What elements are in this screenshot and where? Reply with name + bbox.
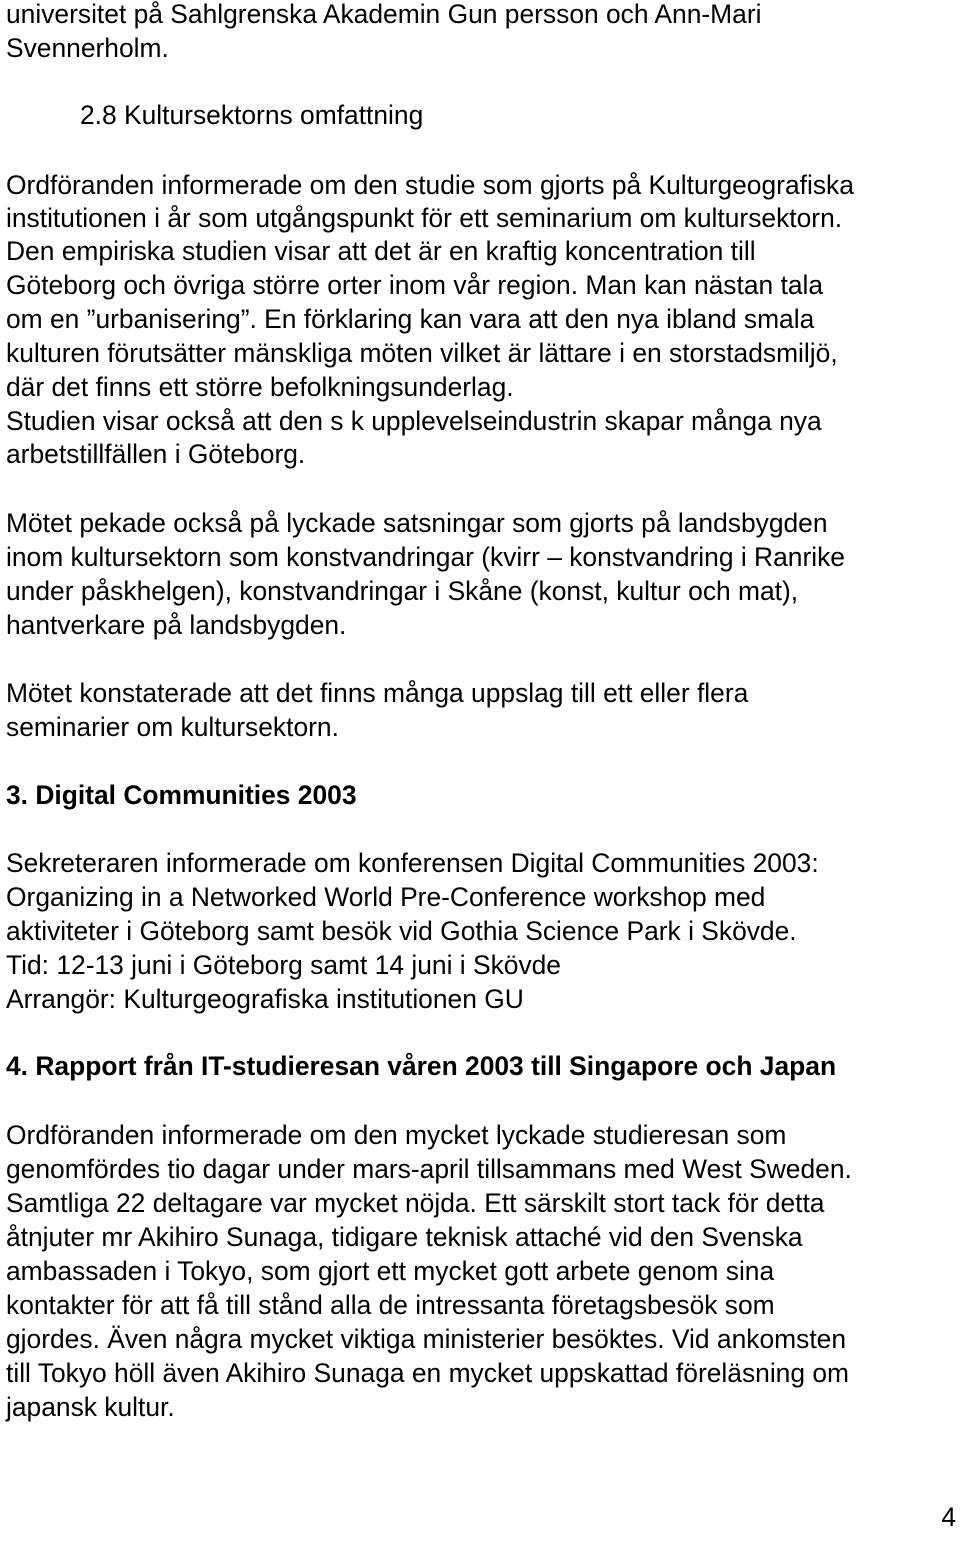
text-line: Mötet konstaterade att det finns många uppslag till ett eller flera xyxy=(6,678,749,708)
text-line: kulturen förutsätter mänskliga möten vilket är lättare i en storstadsmiljö, xyxy=(6,338,838,368)
text-line: åtnjuter mr Akihiro Sunaga, tidigare teknisk attaché vid den Svenska xyxy=(6,1222,803,1252)
text-line: Svennerholm. xyxy=(6,33,169,63)
text-line: Sekreteraren informerade om konferensen Digital Communities 2003: xyxy=(6,848,819,878)
text-line: till Tokyo höll även Akihiro Sunaga en mycket uppskattad föreläsning om xyxy=(6,1358,850,1388)
text-line: japansk kultur. xyxy=(6,1392,175,1422)
text-line: Studien visar också att den s k upplevelseindustrin skapar många nya xyxy=(6,406,822,436)
section-heading-3: 3. Digital Communities 2003 xyxy=(6,780,357,810)
section-heading-4: 4. Rapport från IT-studieresan våren 2003 till Singapore och Japan xyxy=(6,1051,837,1081)
document-page xyxy=(6,0,954,1543)
text-line: Göteborg och övriga större orter inom vår region. Man kan nästan tala xyxy=(6,270,824,300)
text-line: arbetstillfällen i Göteborg. xyxy=(6,439,306,469)
text-line: Arrangör: Kulturgeografiska institutionen GU xyxy=(6,984,524,1014)
text-line: seminarier om kultursektorn. xyxy=(6,712,339,742)
text-line: under påskhelgen), konstvandringar i Skåne (konst, kultur och mat), xyxy=(6,576,799,606)
text-line: Samtliga 22 deltagare var mycket nöjda. Ett särskilt stort tack för detta xyxy=(6,1188,825,1218)
text-line: Mötet pekade också på lyckade satsningar som gjorts på landsbygden xyxy=(6,508,828,538)
page-number: 4 xyxy=(941,1502,956,1532)
text-line: universitet på Sahlgrenska Akademin Gun persson och Ann-Mari xyxy=(6,0,762,29)
text-line: där det finns ett större befolkningsunderlag. xyxy=(6,372,514,402)
text-line: genomfördes tio dagar under mars-april tillsammans med West Sweden. xyxy=(6,1154,852,1184)
text-line: Ordföranden informerade om den studie som gjorts på Kulturgeografiska xyxy=(6,170,854,200)
text-line: institutionen i år som utgångspunkt för ett seminarium om kultursektorn. xyxy=(6,203,843,233)
text-line: Organizing in a Networked World Pre-Conference workshop med xyxy=(6,882,766,912)
text-line: Tid: 12-13 juni i Göteborg samt 14 juni i Skövde xyxy=(6,950,561,980)
text-line: hantverkare på landsbygden. xyxy=(6,610,347,640)
text-line: Den empiriska studien visar att det är en kraftig koncentration till xyxy=(6,236,756,266)
text-line: inom kultursektorn som konstvandringar (kvirr – konstvandring i Ranrike xyxy=(6,542,845,572)
text-line: gjordes. Även några mycket viktiga ministerier besöktes. Vid ankomsten xyxy=(6,1324,847,1354)
text-line: aktiviteter i Göteborg samt besök vid Gothia Science Park i Skövde. xyxy=(6,916,797,946)
text-line: Ordföranden informerade om den mycket lyckade studieresan som xyxy=(6,1120,787,1150)
text-line: kontakter för att få till stånd alla de intressanta företagsbesök som xyxy=(6,1290,775,1320)
text-line: om en ”urbanisering”. En förklaring kan vara att den nya ibland smala xyxy=(6,304,815,334)
text-line: ambassaden i Tokyo, som gjort ett mycket gott arbete genom sina xyxy=(6,1256,775,1286)
section-heading-2-8: 2.8 Kultursektorns omfattning xyxy=(80,100,424,130)
